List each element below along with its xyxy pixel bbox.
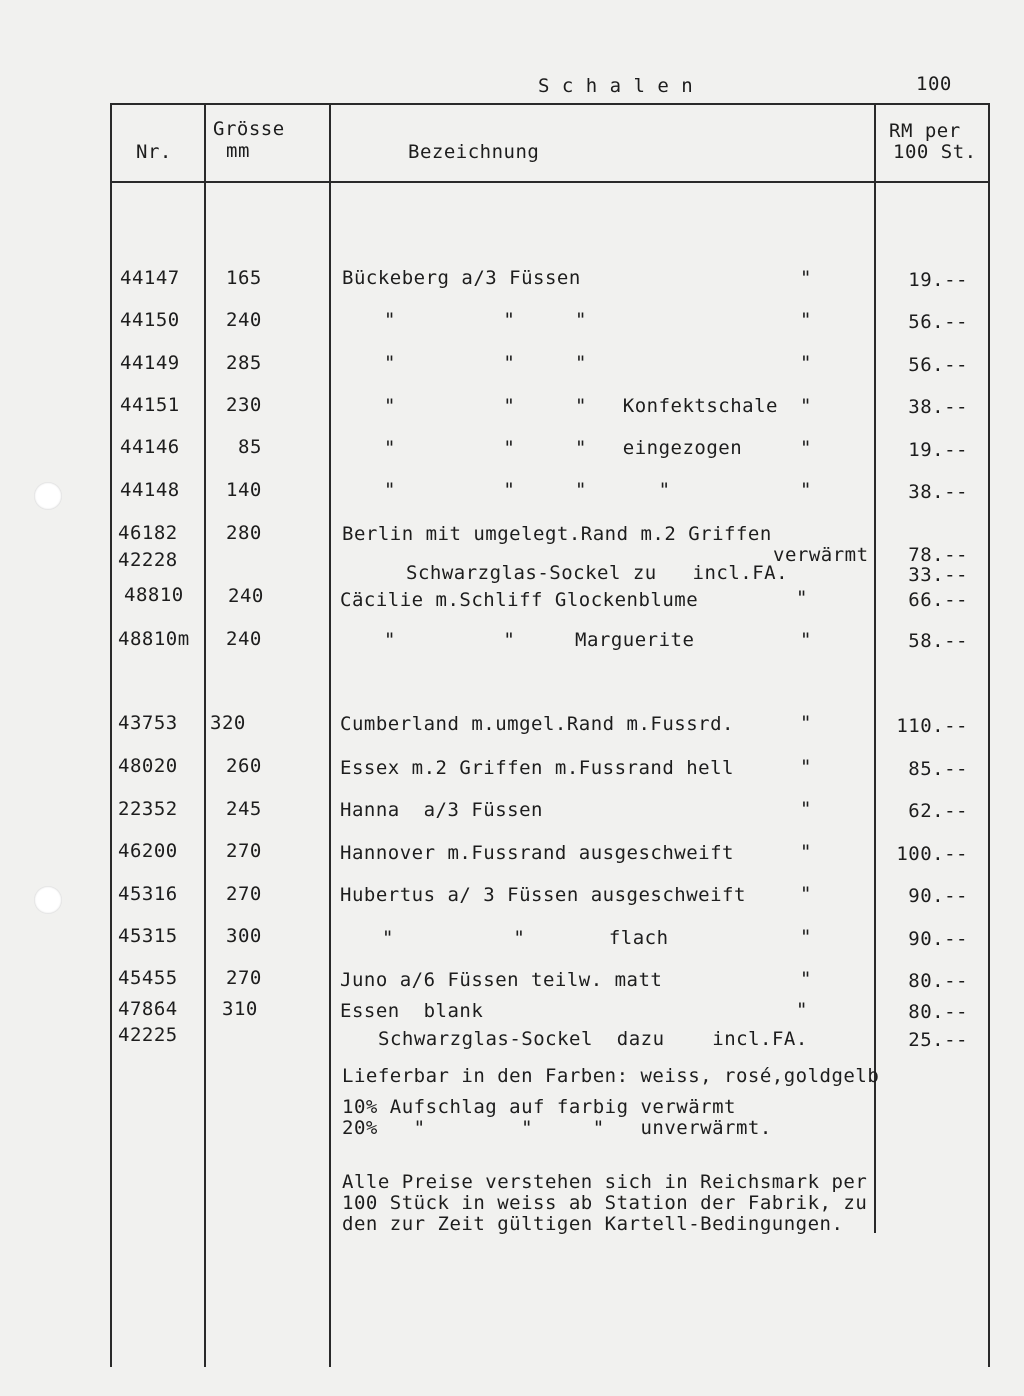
note-surcharge-1: 10% Aufschlag auf farbig verwärmt (342, 1096, 736, 1118)
row-price: 19.-- (908, 269, 968, 291)
column-divider-size (329, 103, 331, 1367)
row-nr: 45315 (118, 925, 178, 947)
row-description: " " " eingezogen (384, 437, 743, 459)
column-divider-left (110, 103, 112, 1367)
row-size: 270 (226, 840, 262, 862)
row-nr: 48810 (124, 584, 184, 606)
row-ditto-mark: " (796, 587, 808, 609)
header-price-unit: 100 St. (893, 141, 977, 163)
row-size: 240 (226, 628, 262, 650)
row-description: " " " " (384, 479, 671, 501)
row-price: 66.-- (908, 589, 968, 611)
row-size: 240 (228, 585, 264, 607)
row-nr: 44147 (120, 267, 180, 289)
row-ditto-mark: " (800, 395, 812, 417)
row-description: Cäcilie m.Schliff Glockenblume (340, 589, 699, 611)
row-nr: 44149 (120, 352, 180, 374)
row-description: Schwarzglas-Sockel zu incl.FA. (406, 562, 789, 584)
row-price: 38.-- (908, 396, 968, 418)
punch-hole-bottom (34, 886, 62, 914)
row-size: 240 (226, 309, 262, 331)
row-price: 110.-- (896, 715, 968, 737)
page-title: S c h a l e n (538, 75, 694, 97)
row-nr: 44150 (120, 309, 180, 331)
row-description: Bückeberg a/3 Füssen (342, 267, 581, 289)
row-ditto-mark: " (796, 999, 808, 1021)
row-nr: 44146 (120, 436, 180, 458)
row-price: 80.-- (908, 970, 968, 992)
row-price: 56.-- (908, 354, 968, 376)
row-nr: 43753 (118, 712, 178, 734)
row-nr: 42225 (118, 1024, 178, 1046)
row-size: 245 (226, 798, 262, 820)
row-price: 100.-- (896, 843, 968, 865)
row-ditto-mark: " (800, 968, 812, 990)
row-ditto-mark: " (800, 437, 812, 459)
row-price: 80.-- (908, 1001, 968, 1023)
row-size: 270 (226, 883, 262, 905)
row-description: Hannover m.Fussrand ausgeschweift (340, 842, 734, 864)
row-nr: 22352 (118, 798, 178, 820)
row-price: 62.-- (908, 800, 968, 822)
row-ditto-mark: " (800, 883, 812, 905)
row-size: 230 (226, 394, 262, 416)
row-nr: 48810m (118, 628, 190, 650)
note-prices-1: Alle Preise verstehen sich in Reichsmark per (342, 1171, 868, 1193)
row-ditto-mark: " (800, 629, 812, 651)
row-price: 90.-- (908, 885, 968, 907)
row-size: 270 (226, 967, 262, 989)
row-ditto-mark: " (800, 841, 812, 863)
row-nr: 44151 (120, 394, 180, 416)
row-size: 300 (226, 925, 262, 947)
row-size: 310 (222, 998, 258, 1020)
row-ditto-mark: " (800, 712, 812, 734)
row-description: " " " (384, 309, 587, 331)
column-divider-right (988, 103, 990, 1367)
row-price: 25.-- (908, 1029, 968, 1051)
header-groesse-unit: mm (226, 140, 250, 162)
note-colors: Lieferbar in den Farben: weiss, rosé,goldgelb (342, 1065, 880, 1087)
row-nr: 46182 (118, 522, 178, 544)
header-groesse: Grösse (213, 118, 285, 140)
row-nr: 42228 (118, 549, 178, 571)
row-size: 260 (226, 755, 262, 777)
row-price: 58.-- (908, 630, 968, 652)
row-price: 56.-- (908, 311, 968, 333)
row-description: Juno a/6 Füssen teilw. matt (340, 969, 663, 991)
row-size: 85 (238, 436, 262, 458)
row-nr: 45455 (118, 967, 178, 989)
row-price: 19.-- (908, 439, 968, 461)
row-ditto-mark: " (800, 926, 812, 948)
column-divider-nr (204, 103, 206, 1367)
row-description: " " " Konfektschale (384, 395, 778, 417)
row-ditto-mark: " (800, 309, 812, 331)
table-top-border (110, 103, 990, 105)
row-description: Essen blank (340, 1000, 484, 1022)
row-nr: 45316 (118, 883, 178, 905)
row-ditto-mark: " (800, 267, 812, 289)
row-nr: 47864 (118, 998, 178, 1020)
row-description: Cumberland m.umgel.Rand m.Fussrd. (340, 713, 734, 735)
header-price: RM per (889, 120, 961, 142)
row-description: Berlin mit umgelegt.Rand m.2 Griffen (342, 523, 772, 545)
header-bezeichnung: Bezeichnung (408, 141, 540, 163)
punch-hole-top (34, 482, 62, 510)
row-nr: 48020 (118, 755, 178, 777)
row-size: 140 (226, 479, 262, 501)
column-divider-desc (874, 103, 876, 1233)
page-number: 100 (916, 73, 952, 95)
row-ditto-mark: " (800, 352, 812, 374)
row-price: 85.-- (908, 758, 968, 780)
row-description: " " " (384, 352, 587, 374)
note-prices-3: den zur Zeit gültigen Kartell-Bedingungen. (342, 1213, 844, 1235)
row-ditto-mark: " (800, 479, 812, 501)
row-ditto-mark: " (800, 756, 812, 778)
row-nr: 46200 (118, 840, 178, 862)
row-size: 165 (226, 267, 262, 289)
table-header-border (110, 181, 990, 183)
row-description: Hanna a/3 Füssen (340, 799, 543, 821)
note-prices-2: 100 Stück in weiss ab Station der Fabrik, zu (342, 1192, 868, 1214)
row-size: 280 (226, 522, 262, 544)
row-nr: 44148 (120, 479, 180, 501)
row-description: " " Marguerite (384, 629, 695, 651)
row-price: 78.-- (908, 544, 968, 566)
row-description: Schwarzglas-Sockel dazu incl.FA. (378, 1028, 808, 1050)
row-description: verwärmt (773, 544, 869, 566)
row-price: 38.-- (908, 481, 968, 503)
row-ditto-mark: " (800, 798, 812, 820)
row-description: Hubertus a/ 3 Füssen ausgeschweift (340, 884, 746, 906)
row-description: " " flach (382, 927, 669, 949)
header-nr: Nr. (136, 141, 172, 163)
row-description: Essex m.2 Griffen m.Fussrand hell (340, 757, 734, 779)
row-price: 90.-- (908, 928, 968, 950)
row-size: 320 (210, 712, 246, 734)
note-surcharge-2: 20% " " " unverwärmt. (342, 1117, 772, 1139)
row-size: 285 (226, 352, 262, 374)
row-price: 33.-- (908, 564, 968, 586)
